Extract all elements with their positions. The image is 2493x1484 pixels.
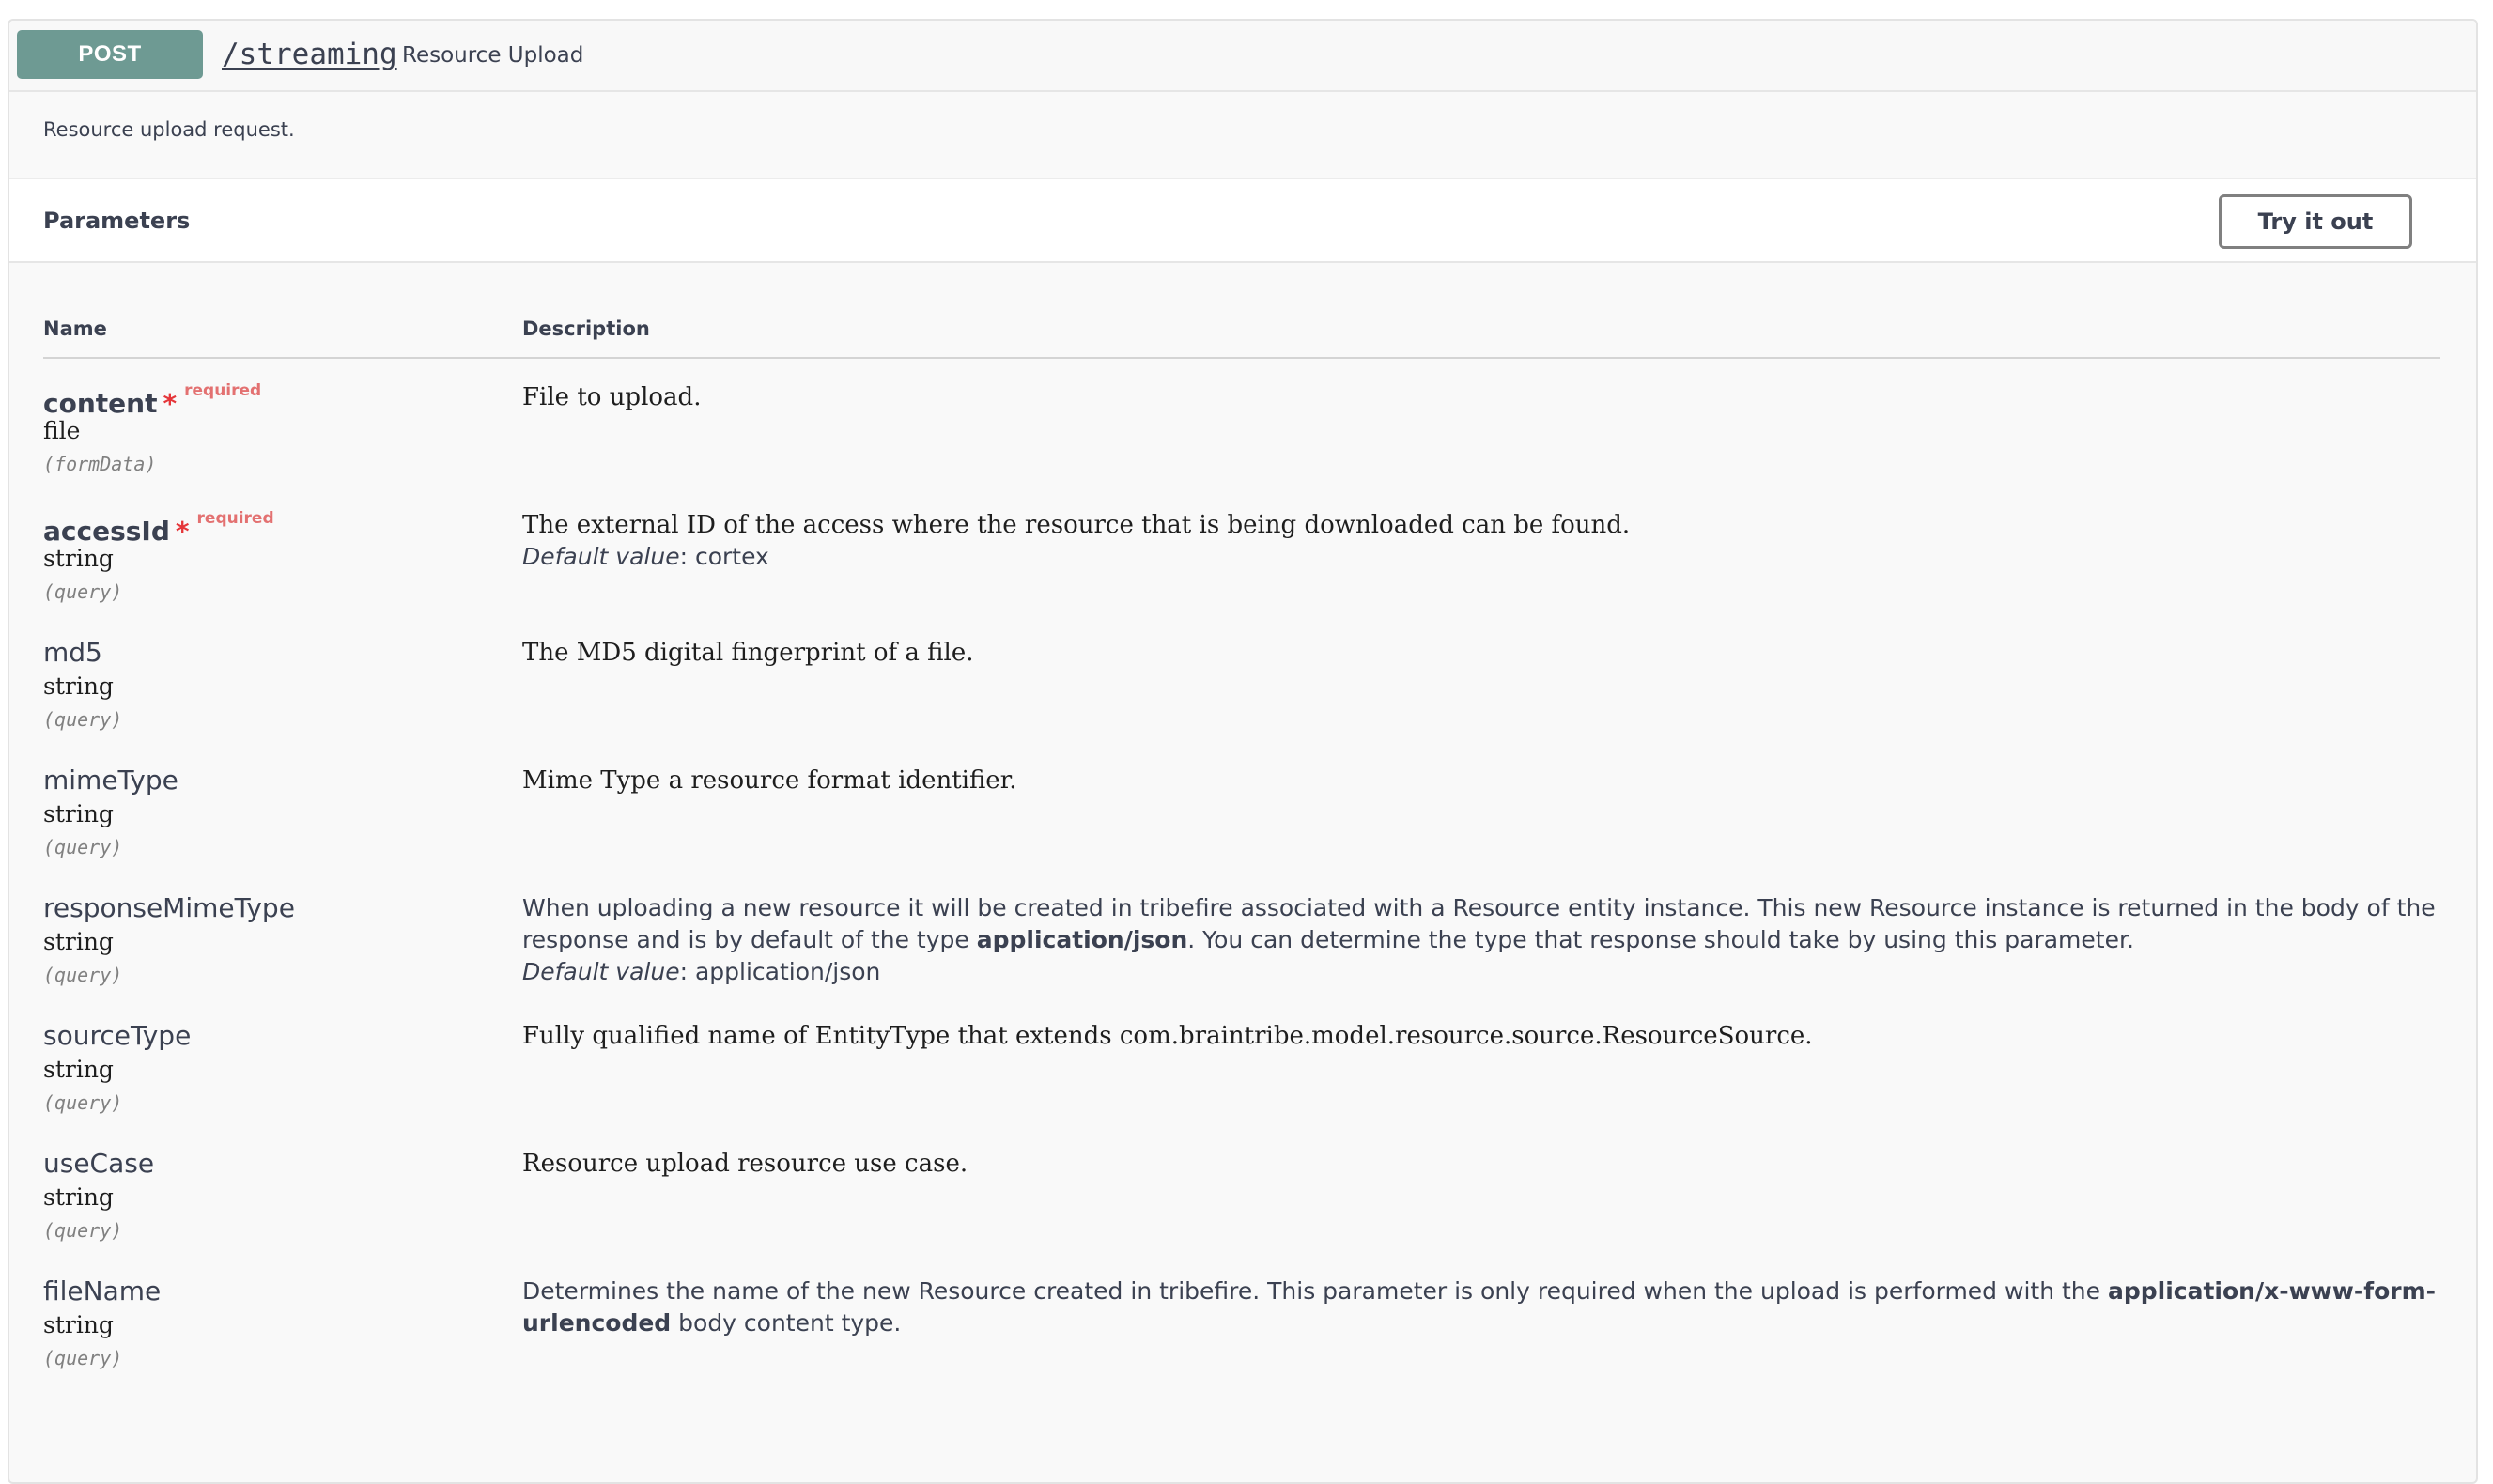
parameter-name: fileName bbox=[43, 1275, 162, 1306]
parameter-location: (formData) bbox=[43, 453, 157, 475]
parameter-description: Mime Type a resource format identifier. bbox=[522, 766, 1017, 795]
description-segment: body content type. bbox=[671, 1309, 902, 1337]
parameters-title: Parameters bbox=[43, 208, 191, 234]
column-header-description: Description bbox=[522, 317, 650, 340]
required-star: * bbox=[175, 516, 190, 547]
operation-description-text: Resource upload request. bbox=[43, 118, 295, 141]
parameter-description-text: The external ID of the access where the resource that is being downloaded can be found. bbox=[522, 511, 1631, 539]
parameter-location: (query) bbox=[43, 1091, 123, 1114]
parameter-name-text: content bbox=[43, 388, 158, 419]
default-value: Default value: cortex bbox=[522, 543, 769, 570]
parameter-name-text: accessId bbox=[43, 516, 170, 547]
endpoint-path[interactable]: /streaming bbox=[222, 38, 397, 71]
parameter-description: The MD5 digital fingerprint of a file. bbox=[522, 639, 974, 667]
column-header-name: Name bbox=[43, 317, 107, 340]
parameter-row-mimeType bbox=[9, 765, 2470, 892]
parameter-location: (query) bbox=[43, 580, 123, 603]
operation-description bbox=[9, 92, 2476, 178]
parameter-row-content bbox=[9, 381, 2470, 509]
parameter-location: (query) bbox=[43, 1219, 123, 1242]
parameter-row-useCase bbox=[9, 1148, 2470, 1275]
operation-block bbox=[8, 19, 2478, 1484]
try-it-out-button[interactable]: Try it out bbox=[2219, 194, 2412, 249]
required-label: required bbox=[184, 381, 262, 400]
description-bold-segment: application/x-www-form-urlencoded bbox=[522, 1277, 2437, 1337]
parameter-type: string bbox=[43, 1056, 114, 1083]
default-value-label: Default value bbox=[522, 543, 680, 570]
operation-summary[interactable] bbox=[9, 21, 2476, 92]
parameter-type: string bbox=[43, 672, 114, 700]
parameter-description: File to upload. bbox=[522, 383, 702, 411]
parameter-type: string bbox=[43, 928, 114, 955]
description-bold-segment: application/json bbox=[976, 926, 1188, 953]
parameter-name: mimeType bbox=[43, 765, 178, 796]
default-value: Default value: application/json bbox=[522, 958, 881, 985]
parameter-row-fileName bbox=[9, 1275, 2470, 1403]
parameter-location: (query) bbox=[43, 708, 123, 731]
parameter-row-md5 bbox=[9, 637, 2470, 765]
description-segment: When uploading a new resource it will be created in tribefire associated with a Resource entity instance. This new Resource instance is returned in the body of the response and is by default of the type bbox=[522, 894, 2436, 953]
parameter-type: string bbox=[43, 1183, 114, 1211]
parameter-type: string bbox=[43, 545, 114, 572]
operation-summary-text: Resource Upload bbox=[402, 43, 584, 68]
parameter-row-sourceType bbox=[9, 1020, 2470, 1148]
description-segment: . You can determine the type that response should take by using this parameter. bbox=[1187, 926, 2134, 953]
parameter-name bbox=[43, 381, 261, 419]
parameter-name: useCase bbox=[43, 1148, 155, 1179]
parameter-description bbox=[522, 892, 2457, 988]
parameter-description-text bbox=[522, 892, 2457, 956]
default-value-label: Default value bbox=[522, 958, 680, 985]
parameter-type: file bbox=[43, 417, 81, 444]
parameter-location: (query) bbox=[43, 1347, 123, 1369]
parameter-description bbox=[522, 509, 2457, 573]
required-label: required bbox=[196, 509, 274, 528]
parameter-location: (query) bbox=[43, 964, 123, 986]
parameter-name: responseMimeType bbox=[43, 892, 295, 923]
parameter-name bbox=[43, 509, 274, 547]
parameter-location: (query) bbox=[43, 836, 123, 858]
parameter-name: md5 bbox=[43, 637, 102, 668]
description-segment: Determines the name of the new Resource created in tribefire. This parameter is only required when the upload is performed with the bbox=[522, 1277, 2108, 1305]
parameter-row-responseMimeType bbox=[9, 892, 2470, 1020]
required-star: * bbox=[163, 388, 178, 419]
parameter-name: sourceType bbox=[43, 1020, 192, 1051]
parameter-description bbox=[522, 1275, 2457, 1339]
header-divider bbox=[43, 357, 2440, 359]
default-value-text: application/json bbox=[694, 958, 881, 985]
parameter-row-accessId bbox=[9, 509, 2470, 637]
http-method-badge: POST bbox=[17, 30, 203, 79]
parameter-description: Fully qualified name of EntityType that extends com.braintribe.model.resource.source.ResourceSource. bbox=[522, 1022, 1813, 1050]
parameters-table bbox=[9, 263, 2476, 1484]
parameter-type: string bbox=[43, 1311, 114, 1338]
parameters-header bbox=[9, 178, 2476, 263]
parameter-type: string bbox=[43, 800, 114, 827]
default-value-text: cortex bbox=[694, 543, 769, 570]
parameter-description: Resource upload resource use case. bbox=[522, 1150, 968, 1178]
